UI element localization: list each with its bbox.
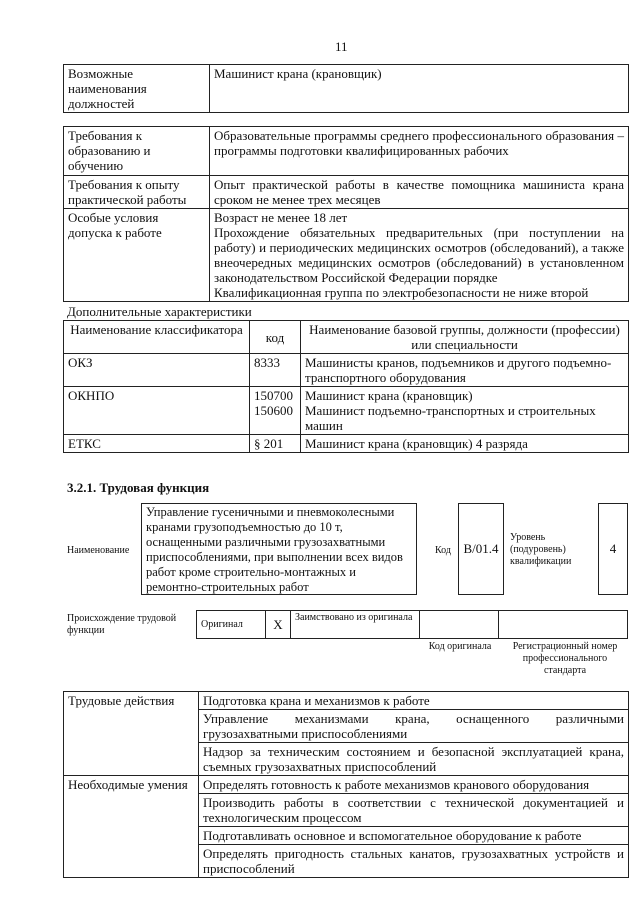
origin-table bbox=[196, 610, 628, 639]
level-value: 4 bbox=[598, 503, 628, 595]
job-titles-label: Возможные наименования должностей bbox=[64, 65, 210, 113]
special-conditions-value bbox=[210, 209, 629, 302]
code-okz: 8333 bbox=[250, 354, 301, 387]
code-oknpo-2: 150600 bbox=[254, 403, 293, 418]
group-oknpo-2: Машинист подъемно-транспортных и строительных машин bbox=[305, 403, 596, 433]
code-oknpo-1: 150700 bbox=[254, 388, 293, 403]
original-label: Оригинал bbox=[197, 611, 266, 639]
education-value: Образовательные программы среднего профессионального образования – программы подготовки квалифицированных рабочих bbox=[210, 127, 629, 176]
requirements-table bbox=[63, 126, 629, 302]
skill-item: Подготавливать основное и вспомогательное оборудование к работе bbox=[199, 827, 629, 845]
classifier-etks: ЕТКС bbox=[64, 435, 250, 453]
registration-caption: Регистрационный номер профессионального стандарта bbox=[512, 641, 618, 676]
additional-table bbox=[63, 320, 629, 453]
borrowed-label: Заимствовано из оригинала bbox=[291, 611, 420, 639]
experience-value: Опыт практической работы в качестве помощника машиниста крана сроком не менее трех месяцев bbox=[210, 176, 629, 209]
function-code-label: Код bbox=[435, 545, 451, 556]
classifier-okz: ОКЗ bbox=[64, 354, 250, 387]
skill-item: Производить работы в соответствии с технической документацией и технологическим процессом bbox=[199, 794, 629, 827]
skills-label: Необходимые умения bbox=[64, 776, 199, 878]
action-item: Подготовка крана и механизмов к работе bbox=[199, 692, 629, 710]
page-number: 11 bbox=[335, 39, 348, 54]
classifier-oknpo: ОКНПО bbox=[64, 387, 250, 435]
action-item: Управление механизмами крана, оснащенного различными грузозахватными приспособлениями bbox=[199, 710, 629, 743]
skill-item: Определять готовность к работе механизмов кранового оборудования bbox=[199, 776, 629, 794]
original-code-caption: Код оригинала bbox=[428, 641, 492, 652]
registration-number-cell bbox=[499, 611, 628, 639]
actions-table bbox=[63, 691, 629, 878]
header-group: Наименование базовой группы, должности (профессии) или специальности bbox=[301, 321, 629, 354]
code-etks: § 201 bbox=[250, 435, 301, 453]
actions-label: Трудовые действия bbox=[64, 692, 199, 776]
function-name-value: Управление гусеничными и пневмоколесными кранами грузоподъемностью до 10 т, оснащенными различными грузозахватными приспособлениями, при выполнении всех видов работ кроме строительно-монтажных и ремонтно-строительных работ bbox=[141, 503, 417, 595]
medical-requirement: Прохождение обязательных предварительных (при поступлении на работу) и периодических медицинских осмотров (обследований), а также внеочередных медицинских осмотров (обследований) в установленном законодательством Российской Федерации порядке bbox=[214, 225, 624, 285]
electrical-safety-requirement: Квалификационная группа по электробезопасности не ниже второй bbox=[214, 285, 589, 300]
header-code: код bbox=[250, 321, 301, 354]
groups-oknpo bbox=[301, 387, 629, 435]
education-label: Требования к образованию и обучению bbox=[64, 127, 210, 176]
function-heading: 3.2.1. Трудовая функция bbox=[67, 480, 210, 495]
additional-caption: Дополнительные характеристики bbox=[67, 304, 252, 319]
function-code-value: B/01.4 bbox=[458, 503, 504, 595]
group-okz: Машинисты кранов, подъемников и другого подъемно-транспортного оборудования bbox=[301, 354, 629, 387]
action-item: Надзор за техническим состоянием и безопасной эксплуатацией крана, съемных грузозахватных приспособлений bbox=[199, 743, 629, 776]
original-mark: X bbox=[266, 611, 291, 639]
original-code-cell bbox=[420, 611, 499, 639]
function-name-label: Наименование bbox=[67, 545, 130, 556]
job-titles-value: Машинист крана (крановщик) bbox=[210, 65, 629, 113]
group-etks: Машинист крана (крановщик) 4 разряда bbox=[301, 435, 629, 453]
skill-item: Определять пригодность стальных канатов, грузозахватных устройств и приспособлений bbox=[199, 845, 629, 878]
special-conditions-label: Особые условия допуска к работе bbox=[64, 209, 210, 302]
origin-label: Происхождение трудовой функции bbox=[67, 613, 177, 636]
experience-label: Требования к опыту практической работы bbox=[64, 176, 210, 209]
job-titles-table bbox=[63, 64, 629, 113]
codes-oknpo bbox=[250, 387, 301, 435]
age-requirement: Возраст не менее 18 лет bbox=[214, 210, 348, 225]
header-classifier: Наименование классификатора bbox=[64, 321, 250, 354]
level-label: Уровень (подуровень) квалификации bbox=[510, 532, 572, 567]
group-oknpo-1: Машинист крана (крановщик) bbox=[305, 388, 473, 403]
